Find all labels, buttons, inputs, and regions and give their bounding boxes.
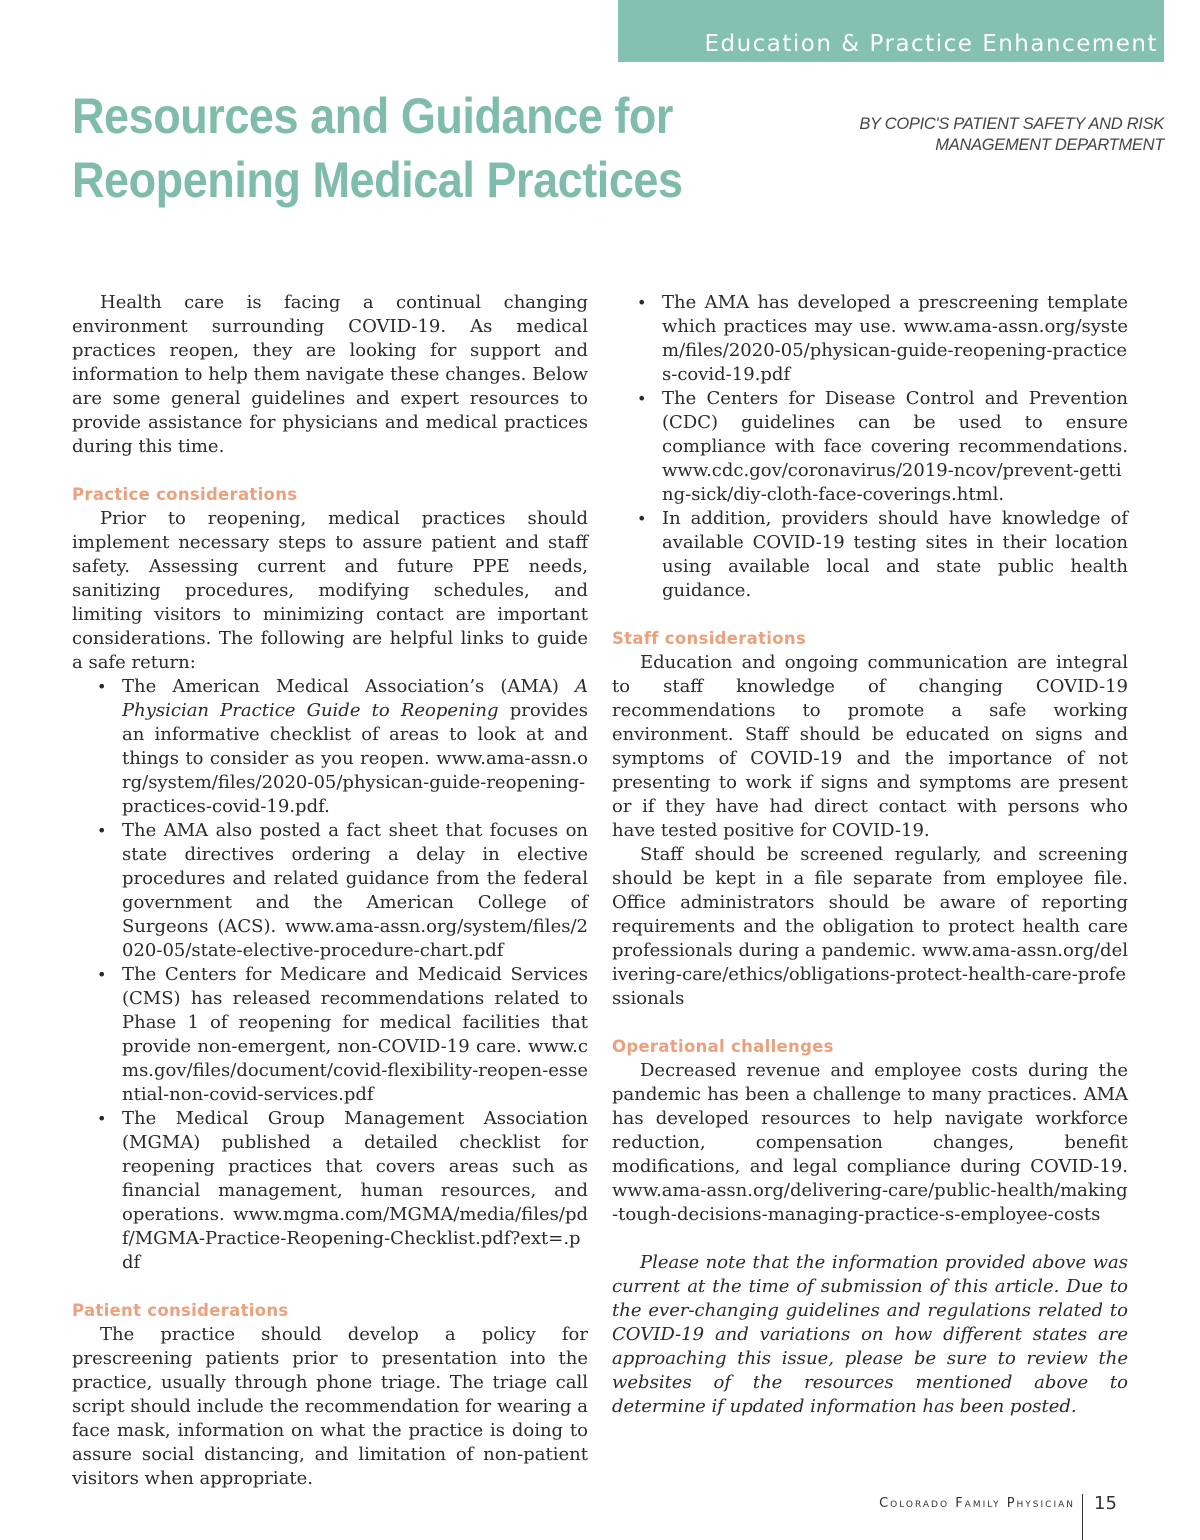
resource-link[interactable]: www.ama-assn.org/system/files/2020-05/physican-guide-reopening-practices-covid-19.pdf <box>662 316 1128 385</box>
patient-considerations-body: The practice should develop a policy for prescreening patients prior to presentation into the practice, usually through phone triage. The triage call script should include the recommendation for wearing a face mask, information on what the practice is doing to assure social distancing, and limitation of non-patient visitors when appropriate. <box>72 1324 588 1489</box>
publication-name: Colorado Family Physician <box>879 1496 1075 1511</box>
practice-considerations-body: Prior to reopening, medical practices should implement necessary steps to assure patient and staff safety. Assessing current and future PPE needs, sanitizing procedures, modifying schedules, and limiting visitors to minimizing contact are important considerations. The following are helpful links to guide a safe return: <box>72 508 588 673</box>
resource-link[interactable]: www.ama-assn.org/delivering-care/public-health/making-tough-decisions-managing-practice-s-employee-costs <box>612 1180 1128 1225</box>
bullet-icon: • <box>637 389 647 408</box>
bullet-icon: • <box>97 821 107 840</box>
right-column <box>612 291 1128 1419</box>
bullet-icon: • <box>97 677 107 696</box>
bullet-icon: • <box>97 1109 107 1128</box>
staff-paragraph-1: Education and ongoing communication are integral to staff knowledge of changing COVID-19 recommendations to promote a safe working environment. Staff should be educated on signs and symptoms of COVID-19 and the importance of not presenting to work if signs and symptoms are present or if they have had direct contact with persons who have tested positive for COVID-19. <box>612 652 1128 841</box>
list-item: • In addition, providers should have knowledge of available COVID-19 testing sites in their location using available local and state public health guidance. <box>637 508 1128 601</box>
operational-challenges-body: Decreased revenue and employee costs during the pandemic has been a challenge to many practices. AMA has developed resources to help navigate workforce reduction, compensation changes, benefit modifications, and legal compliance during COVID-19. www.ama-assn.org/delivering-care/public-health/making-tough-decisions-managing-practice-s-employee-costs <box>612 1060 1128 1225</box>
footer-divider <box>1082 1494 1083 1540</box>
list-item: • The American Medical Association’s (AMA) A Physician Practice Guide to Reopening provides an informative checklist of areas to look at and things to consider as you reopen. www.ama-assn.org/system/files/2020-05/physican-guide-reopening-practices-covid-19.pdf. <box>97 676 588 817</box>
bullet-icon: • <box>637 293 647 312</box>
operational-challenges-heading: Operational challenges <box>612 1037 834 1056</box>
resource-link[interactable]: www.cms.gov/files/document/covid-flexibility-reopen-essential-non-covid-services.pdf <box>122 1036 588 1105</box>
page-number: 15 <box>1094 1493 1117 1514</box>
bullet-icon: • <box>97 965 107 984</box>
disclaimer-note: Please note that the information provided above was current at the time of submission of this article. Due to the ever-changing guidelines and regulations related to COVID-19 and variations on how different states are approaching this issue, please be sure to review the websites of the resources mentioned above to determine if updated information has been posted. <box>612 1252 1128 1417</box>
list-item: • The Medical Group Management Association (MGMA) published a detailed checklist for reopening practices that covers areas such as financial management, human resources, and operations. www.mgma.com/MGMA/media/files/pdf/MGMA-Practice-Reopening-Checklist.pdf?ext=.pdf <box>97 1108 588 1273</box>
list-item: • The Centers for Disease Control and Prevention (CDC) guidelines can be used to ensure compliance with face covering recommendations. www.cdc.gov/coronavirus/2019-ncov/prevent-getting-sick/diy-cloth-face-coverings.html. <box>637 388 1128 505</box>
list-item: • The Centers for Medicare and Medicaid Services (CMS) has released recommendations related to Phase 1 of reopening for medical facilities that provide non-emergent, non-COVID-19 care. www.cms.gov/files/document/covid-flexibility-reopen-essential-non-covid-services.pdf <box>97 964 588 1105</box>
patient-considerations-heading: Patient considerations <box>72 1301 289 1320</box>
practice-considerations-heading: Practice considerations <box>72 485 298 504</box>
resource-link[interactable]: www.mgma.com/MGMA/media/files/pdf/MGMA-Practice-Reopening-Checklist.pdf?ext=.pdf <box>122 1204 588 1273</box>
list-item: • The AMA also posted a fact sheet that focuses on state directives ordering a delay in elective procedures and related guidance from the federal government and the American College of Surgeons (ACS). www.ama-assn.org/system/files/2020-05/state-elective-procedure-chart.pdf <box>97 820 588 961</box>
patient-resource-list <box>612 291 1128 603</box>
staff-paragraph-2: Staff should be screened regularly, and screening should be kept in a file separate from employee file. Office administrators should be aware of reporting requirements and the obligation to protect health care professionals during a pandemic. www.ama-assn.org/delivering-care/ethics/obligations-protect-health-care-professionals <box>612 844 1128 1009</box>
guide-title: A Physician Practice Guide to Reopening <box>122 676 588 721</box>
bullet-icon: • <box>637 509 647 528</box>
article-title: Resources and Guidance for Reopening Medical Practices <box>72 88 683 208</box>
resource-link[interactable]: www.ama-assn.org/delivering-care/ethics/obligations-protect-health-care-professionals <box>612 940 1128 1009</box>
resource-link[interactable]: www.cdc.gov/coronavirus/2019-ncov/prevent-getting-sick/diy-cloth-face-coverings.html. <box>662 460 1122 505</box>
left-column <box>72 291 588 1491</box>
practice-resource-list <box>72 675 588 1275</box>
resource-link[interactable]: www.ama-assn.org/system/files/2020-05/state-elective-procedure-chart.pdf <box>122 916 588 961</box>
byline: BY COPIC'S PATIENT SAFETY AND RISK MANAGEMENT DEPARTMENT <box>859 115 1164 154</box>
staff-considerations-heading: Staff considerations <box>612 629 807 648</box>
resource-link[interactable]: www.ama-assn.org/system/files/2020-05/physican-guide-reopening-practices-covid-19.pdf. <box>122 748 588 817</box>
list-item: • The AMA has developed a prescreening template which practices may use. www.ama-assn.org/system/files/2020-05/physican-guide-reopening-practices-covid-19.pdf <box>637 292 1128 385</box>
section-banner: Education & Practice Enhancement <box>618 0 1164 62</box>
intro-paragraph: Health care is facing a continual changing environment surrounding COVID-19. As medical practices reopen, they are looking for support and information to help them navigate these changes. Below are some general guidelines and expert resources to provide assistance for physicians and medical practices during this time. <box>72 292 588 457</box>
